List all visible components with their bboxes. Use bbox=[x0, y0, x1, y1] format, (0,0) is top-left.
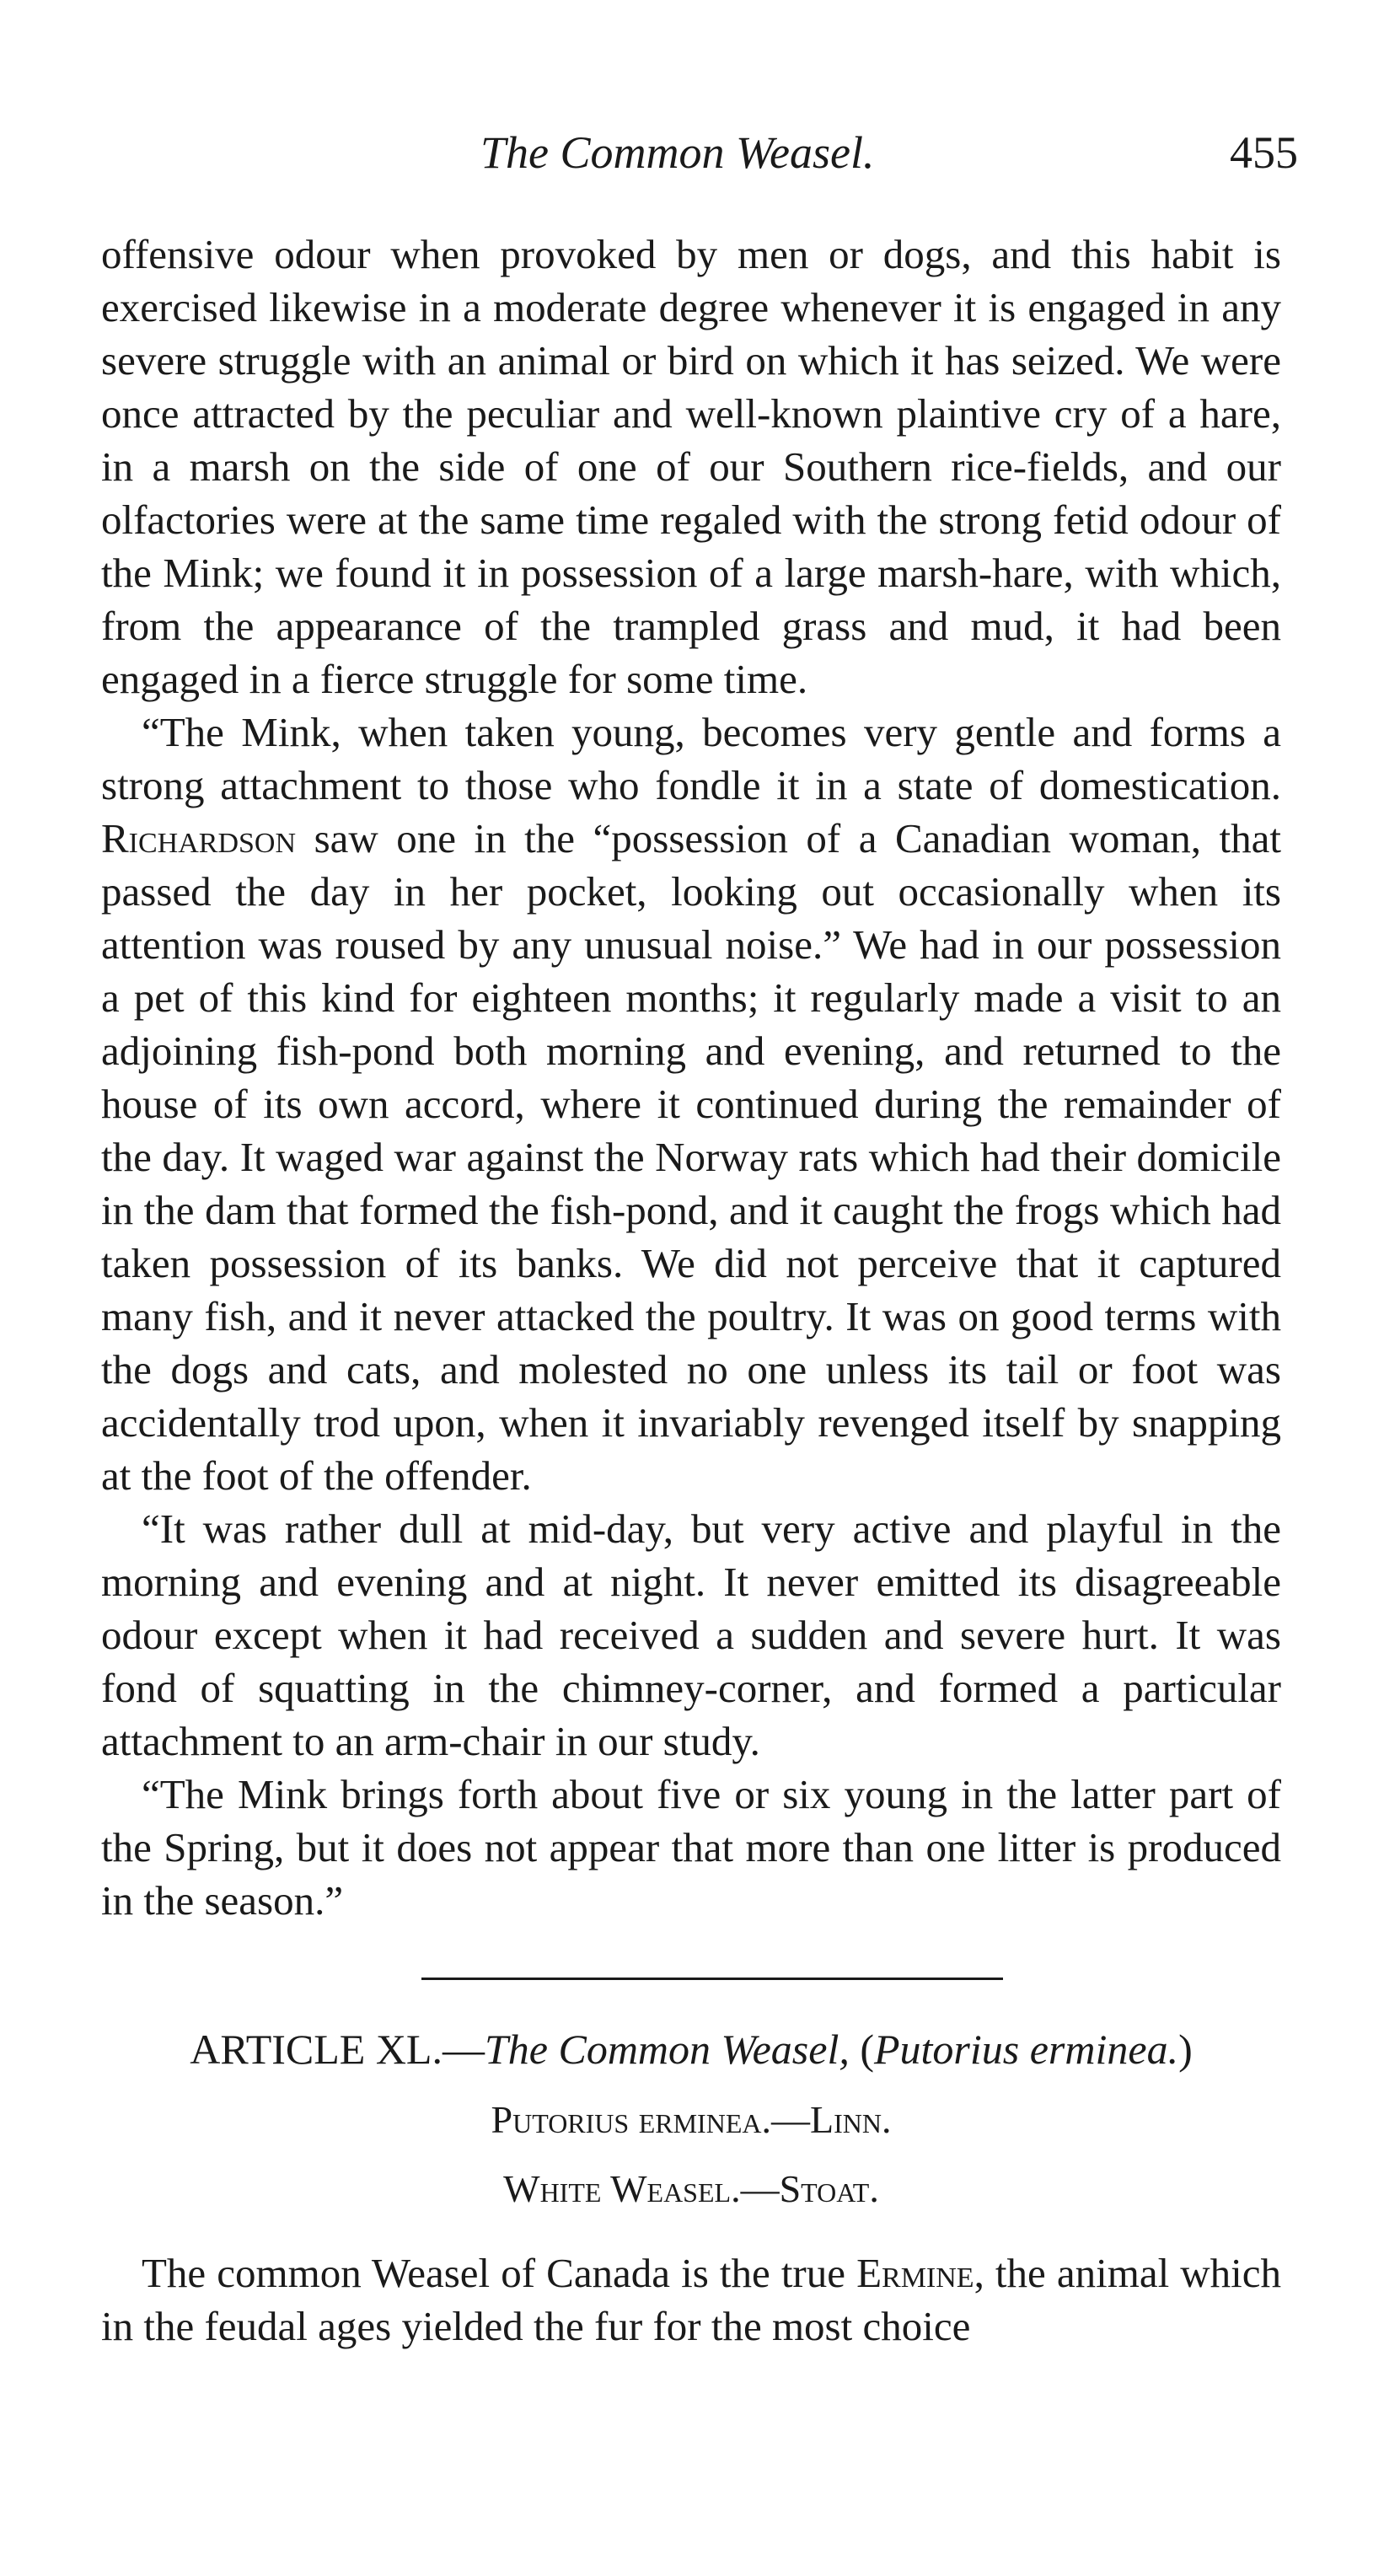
section-divider-rule bbox=[421, 1978, 1003, 1980]
article-label: ARTICLE XL.— bbox=[190, 2026, 485, 2073]
book-page bbox=[101, 126, 1298, 2353]
common-names-line: White Weasel.—Stoat. bbox=[503, 2167, 879, 2210]
term-ermine: Ermine bbox=[856, 2250, 974, 2296]
running-title: The Common Weasel. bbox=[480, 127, 875, 178]
paragraph-ermine-rest: , the animal which in the feudal ages yielded the fur for the most choice bbox=[101, 2250, 1282, 2349]
body-text bbox=[101, 228, 1281, 2353]
paragraph-mink-pet-start: “The Mink, when taken young, becomes very gentle and forms a strong attachment to those who fondle it in a state of domestication. bbox=[101, 709, 1281, 808]
paragraph-mink-pet-rest: saw one in the “possession of a Canadian woman, that passed the day in her pocket, looking out occasionally when its attention was roused by any unusual noise.” We had in our possession a pet of this kind for eighteen months; it regularly made a visit to an adjoining fish-pond both morning and evening, and returned to the house of its own accord, where it continued during the remainder of the day. It waged war against the Norway rats which had their domicile in the dam that formed the fish-pond, and it caught the frogs which had taken possession of its banks. We did not perceive that it captured many fish, and it never attacked the poultry. It was on good terms with the dogs and cats, and molested no one unless its tail or foot was accidentally trod upon, when it invariably revenged itself by snapping at the foot of the offender. bbox=[101, 815, 1282, 1499]
species-authority-line: Putorius erminea.—Linn. bbox=[491, 2098, 892, 2141]
article-heading bbox=[101, 2022, 1281, 2076]
running-head bbox=[101, 126, 1298, 194]
paragraph-ermine-start: The common Weasel of Canada is the true bbox=[142, 2250, 846, 2296]
article-scientific-name: Putorius erminea. bbox=[874, 2026, 1179, 2073]
page-number: 455 bbox=[1230, 127, 1298, 178]
article-close-paren: ) bbox=[1178, 2026, 1193, 2073]
paragraph-mink-odour: offensive odour when provoked by men or dogs, and this habit is exercised likewise in a moderate degree whenever it is engaged in any severe struggle with an animal or bird on which it has seized. We were once attracted by the peculiar and well-known plaintive cry of a hare, in a marsh on the side of one of our Southern rice-fields, and our olfactories were at the same time regaled with the strong fetid odour of the Mink; we found it in possession of a large marsh-hare, with which, from the appearance of the trampled grass and mud, it had been engaged in a fierce struggle for some time. bbox=[101, 231, 1281, 702]
article-open-paren: ( bbox=[849, 2026, 874, 2073]
paragraph-mink-habits: “It was rather dull at mid-day, but very active and playful in the morning and evening and at night. It never emitted its disagreeable odour except when it had received a sudden and severe hurt. It was fond of squatting in the chimney-corner, and formed a particular attachment to an arm-chair in our study. bbox=[101, 1505, 1281, 1764]
paragraph-mink-young: “The Mink brings forth about five or six young in the latter part of the Spring, but it does not appear that more than one litter is produced in the season.” bbox=[101, 1771, 1281, 1924]
paragraph-mink-pet bbox=[101, 706, 1281, 1502]
article-title: The Common Weasel, bbox=[484, 2026, 850, 2073]
author-name-richardson: Richardson bbox=[101, 815, 297, 861]
paragraph-ermine-intro bbox=[101, 2246, 1281, 2353]
